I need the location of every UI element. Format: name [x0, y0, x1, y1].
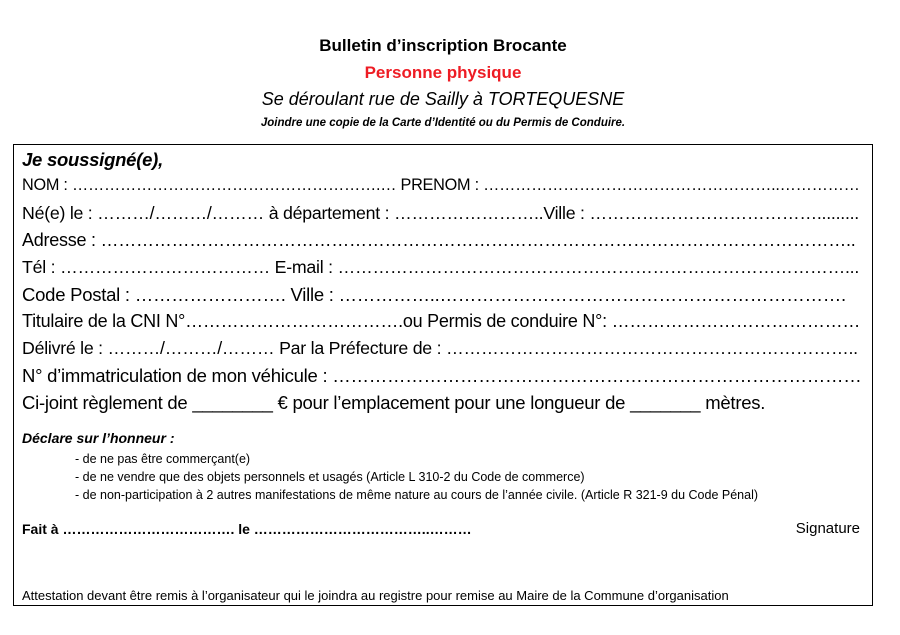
birth-line[interactable]: Né(e) le : ………/………/……… à département : ……………………..Ville : ………………………………….........	[22, 203, 859, 223]
signature-label: Signature	[795, 520, 860, 537]
place-date-line[interactable]: Fait à ………………………………. le ………………………………..………	[22, 521, 472, 537]
address-line[interactable]: Adresse : ………………………………………………………………………………………………………………..	[22, 230, 856, 250]
form-box	[13, 144, 873, 606]
declaration-item: - de non-participation à 2 autres manifestations de même nature au cours de l’année civile. (Article R 321-9 du Code Pénal)	[75, 488, 759, 502]
name-line[interactable]: NOM : ………………………………………………….… PRENOM : ………………………………………………..……………	[22, 176, 860, 194]
postal-city-line[interactable]: Code Postal : ……………………. Ville : ……………..………………………………………………………….	[22, 284, 846, 305]
issued-line[interactable]: Délivré le : ………/………/……… Par la Préfecture de : ……………………………………………………………..	[22, 338, 858, 358]
declaration-item: - de ne pas être commerçant(e)	[75, 452, 251, 466]
id-license-line[interactable]: Titulaire de la CNI N°……………………………….ou Permis de conduire N°: ……………………………………	[22, 311, 861, 331]
declaration-item: - de ne vendre que des objets personnels et usagés (Article L 310-2 du Code de commerce)	[75, 470, 585, 484]
form-subtitle: Personne physique	[364, 63, 522, 82]
payment-line[interactable]: Ci-joint règlement de ________ € pour l’emplacement pour une longueur de _______ mètres.	[22, 392, 766, 413]
footer-note: Attestation devant être remis à l’organisateur qui le joindra au registre pour remise au Maire de la Commune d’organisation	[22, 588, 729, 603]
phone-email-line[interactable]: Tél : ……………………………… E-mail : ……………………………………………………………………………...	[22, 257, 860, 277]
vehicle-registration-line[interactable]: N° d’immatriculation de mon véhicule : ……………………………………………………………………………	[22, 365, 862, 386]
form-title: Bulletin d’inscription Brocante	[319, 36, 567, 55]
attachment-instruction: Joindre une copie de la Carte d’Identité ou du Permis de Conduire.	[260, 117, 626, 129]
declaration-heading: Déclare sur l’honneur :	[22, 430, 175, 446]
intro-heading: Je soussigné(e),	[22, 149, 163, 170]
event-location: Se déroulant rue de Sailly à TORTEQUESNE	[261, 89, 625, 109]
